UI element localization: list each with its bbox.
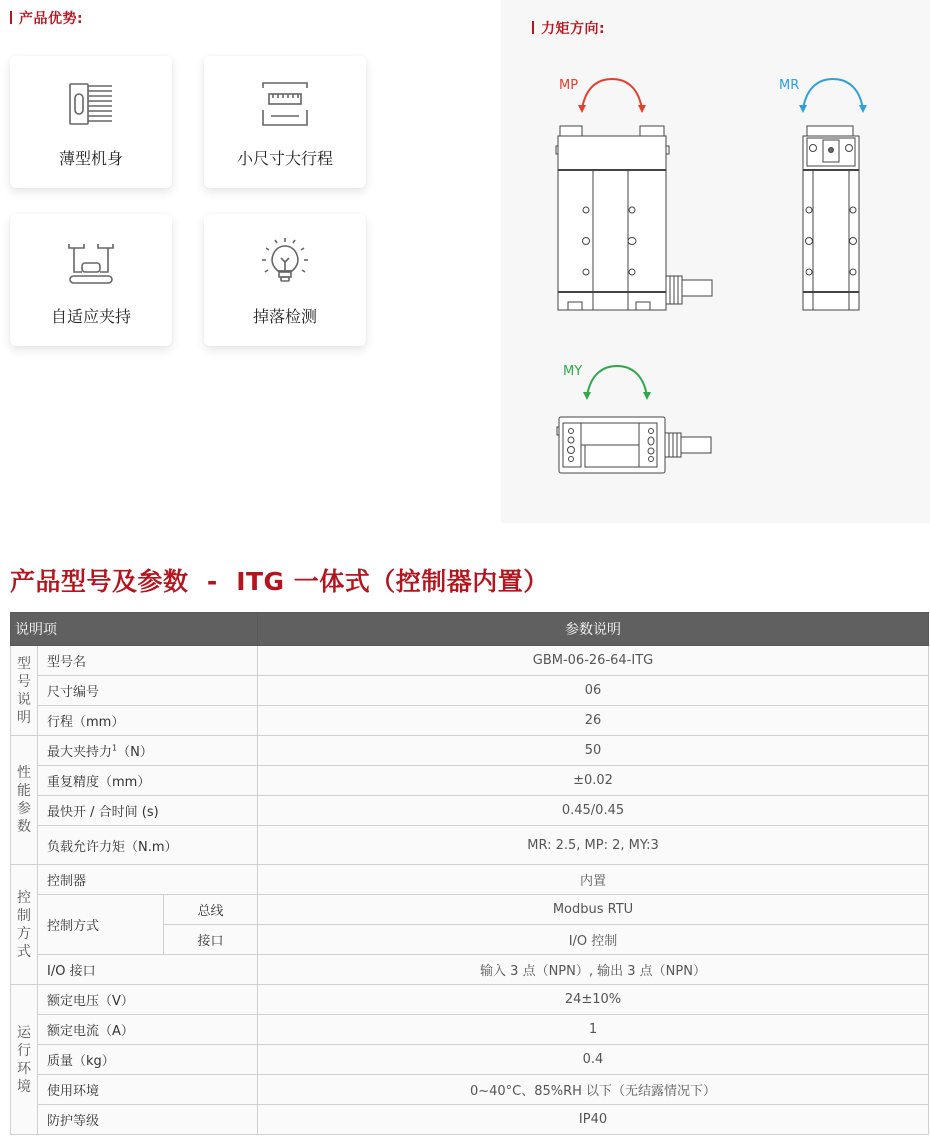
table-row	[11, 826, 929, 865]
table-row	[11, 1105, 929, 1135]
row-value: 0~40°C、85%RH 以下（无结露情况下）	[258, 1075, 929, 1105]
group-model: 型号说明	[11, 646, 38, 736]
row-label: 最快开 / 合时间 (s)	[38, 796, 258, 826]
row-label: 控制器	[38, 865, 258, 895]
group-performance: 性能参数	[11, 736, 38, 865]
advantages-heading	[10, 8, 83, 28]
gripper-front-view-drawing	[554, 124, 714, 314]
row-value: GBM-06-26-64-ITG	[258, 646, 929, 676]
sub-label-io: 接口	[164, 925, 258, 955]
mr-label: MR	[779, 78, 800, 93]
gripper-top-view-drawing	[555, 415, 715, 477]
table-row	[11, 955, 929, 985]
torque-heading	[532, 18, 605, 38]
row-value: 26	[258, 706, 929, 736]
row-label: 使用环境	[38, 1075, 258, 1105]
long-stroke-icon	[260, 80, 310, 128]
table-header-row	[11, 613, 929, 646]
torque-direction-panel	[501, 0, 930, 523]
row-label: 防护等级	[38, 1105, 258, 1135]
header-item: 说明项	[11, 613, 258, 646]
advantages-heading-text: 产品优势:	[19, 11, 84, 27]
row-value: 50	[258, 736, 929, 766]
my-arrow-icon	[581, 362, 653, 402]
spec-table	[10, 612, 929, 1135]
table-row	[11, 1045, 929, 1075]
thin-body-icon	[66, 80, 116, 128]
table-row	[11, 646, 929, 676]
table-row	[11, 736, 929, 766]
table-row	[11, 985, 929, 1015]
row-label: 最大夹持力$^1$（N）	[38, 736, 258, 766]
mp-arrow-icon	[576, 75, 648, 115]
sub-label-bus: 总线	[164, 895, 258, 925]
drop-detection-bulb-icon	[260, 238, 310, 286]
row-value: MR: 2.5, MP: 2, MY:3	[258, 826, 929, 865]
adaptive-grip-icon	[66, 238, 116, 286]
row-value: ±0.02	[258, 766, 929, 796]
table-row	[11, 706, 929, 736]
row-value: I/O 控制	[258, 925, 929, 955]
heading-bar	[532, 21, 534, 34]
advantage-label: 自适应夹持	[50, 307, 131, 326]
row-label: 质量（kg）	[38, 1045, 258, 1075]
advantage-label: 小尺寸大行程	[236, 149, 333, 168]
advantage-card-long-stroke	[204, 56, 366, 188]
row-label: 尺寸编号	[38, 676, 258, 706]
table-row	[11, 1015, 929, 1045]
advantage-label: 薄型机身	[58, 149, 123, 168]
gripper-side-view-drawing	[801, 124, 861, 314]
row-label: 额定电压（V）	[38, 985, 258, 1015]
row-value: 1	[258, 1015, 929, 1045]
advantage-card-drop-detection	[204, 214, 366, 346]
row-label: 行程（mm）	[38, 706, 258, 736]
mr-arrow-icon	[797, 75, 869, 115]
row-value: 0.45/0.45	[258, 796, 929, 826]
spec-title: 产品型号及参数 - ITG 一体式（控制器内置）	[10, 567, 549, 596]
row-label: I/O 接口	[38, 955, 258, 985]
row-value: 输入 3 点（NPN）, 输出 3 点（NPN）	[258, 955, 929, 985]
row-label: 负载允许力矩（N.m）	[38, 826, 258, 865]
table-row	[11, 766, 929, 796]
advantage-label: 掉落检测	[252, 307, 317, 326]
advantage-card-thin-body	[10, 56, 172, 188]
row-label: 型号名	[38, 646, 258, 676]
torque-heading-text: 力矩方向:	[541, 21, 606, 37]
row-value: 0.4	[258, 1045, 929, 1075]
group-control: 控制方式	[11, 865, 38, 985]
mp-label: MP	[559, 78, 579, 93]
table-row	[11, 796, 929, 826]
table-row	[11, 895, 929, 925]
row-value: Modbus RTU	[258, 895, 929, 925]
row-label: 控制方式	[38, 895, 164, 955]
row-value: 06	[258, 676, 929, 706]
group-environment: 运行环境	[11, 985, 38, 1135]
row-label: 重复精度（mm）	[38, 766, 258, 796]
row-value: IP40	[258, 1105, 929, 1135]
row-value: 内置	[258, 865, 929, 895]
table-row	[11, 865, 929, 895]
header-value: 参数说明	[258, 613, 929, 646]
table-row	[11, 1075, 929, 1105]
heading-bar	[10, 11, 12, 24]
table-row	[11, 676, 929, 706]
my-label: MY	[563, 364, 583, 379]
row-value: 24±10%	[258, 985, 929, 1015]
row-label: 额定电流（A）	[38, 1015, 258, 1045]
advantage-card-adaptive-grip	[10, 214, 172, 346]
